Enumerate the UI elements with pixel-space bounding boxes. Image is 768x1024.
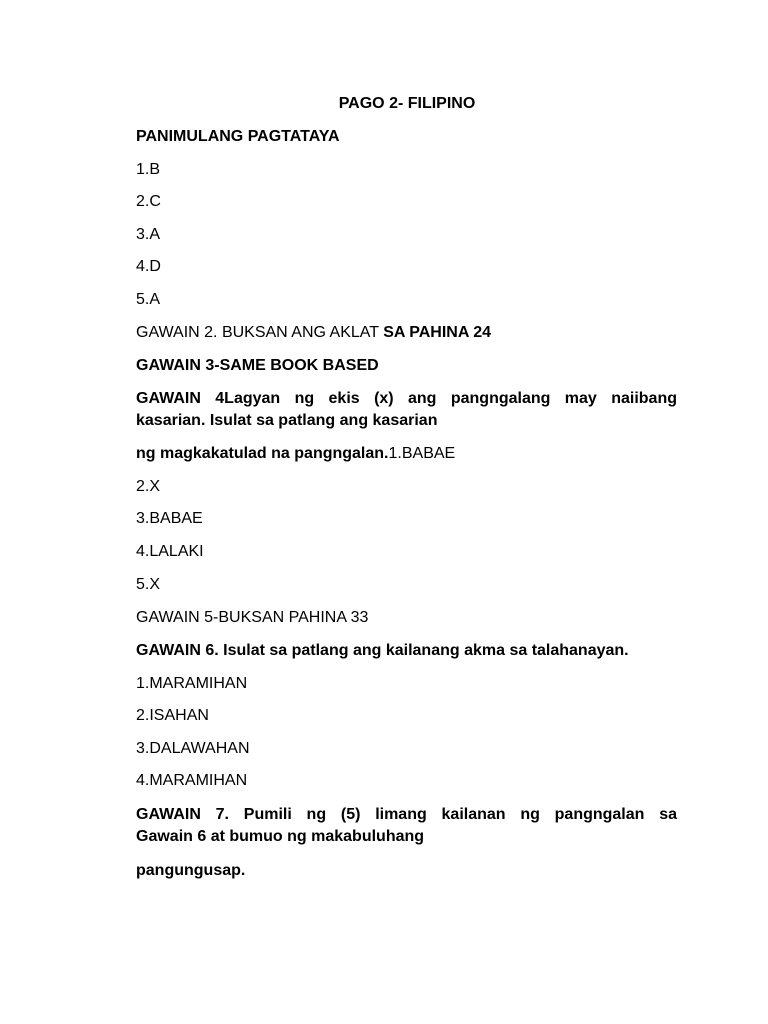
gawain3-heading: GAWAIN 3-SAME BOOK BASED xyxy=(136,357,379,374)
gawain5-line: GAWAIN 5-BUKSAN PAHINA 33 xyxy=(136,609,369,626)
gawain4-answer-3: 3.BABAE xyxy=(136,510,203,527)
gawain4-answer-1: 1.BABAE xyxy=(388,445,456,462)
gawain4-answer-5: 5.X xyxy=(136,576,161,593)
pretest-answer-2: 2.C xyxy=(136,193,161,210)
gawain4-line2: kasarian. Isulat sa patlang ang kasarian xyxy=(136,412,438,429)
gawain6-label: GAWAIN 6. xyxy=(136,642,224,659)
gawain4-answer-4: 4.LALAKI xyxy=(136,543,204,560)
gawain4-line3 xyxy=(136,444,677,464)
gawain4-line1: GAWAIN 4Lagyan ng ekis (x) ang pangngalang may naiibang xyxy=(136,390,677,407)
pretest-answer-3: 3.A xyxy=(136,226,161,243)
pretest-answer-5: 5.A xyxy=(136,291,161,308)
gawain6-line xyxy=(136,641,677,661)
gawain2-line xyxy=(136,323,677,343)
gawain6-answer-3: 3.DALAWAHAN xyxy=(136,740,250,757)
gawain7-line3: pangungusap. xyxy=(136,862,246,879)
document-title: PAGO 2- FILIPINO xyxy=(338,95,476,112)
gawain6-answer-2: 2.ISAHAN xyxy=(136,707,209,724)
gawain2-bold-text: SA PAHINA 24 xyxy=(383,324,492,341)
gawain4-answer-2: 2.X xyxy=(136,478,161,495)
pretest-answer-4: 4.D xyxy=(136,258,161,275)
gawain7-line1: GAWAIN 7. Pumili ng (5) limang kailanan ng pangngalan sa xyxy=(136,806,677,823)
gawain2-normal-text: GAWAIN 2. BUKSAN ANG AKLAT xyxy=(136,324,384,341)
pretest-answer-1: 1.B xyxy=(136,161,161,178)
gawain6-answer-1: 1.MARAMIHAN xyxy=(136,675,248,692)
gawain4-line3-bold: ng magkakatulad na pangngalan. xyxy=(136,445,389,462)
gawain7-line2: Gawain 6 at bumuo ng makabuluhang xyxy=(136,828,425,845)
section-heading: PANIMULANG PAGTATAYA xyxy=(136,128,340,145)
gawain6-answer-4: 4.MARAMIHAN xyxy=(136,772,248,789)
gawain6-text: Isulat sa patlang ang kailanang akma sa talahanayan. xyxy=(223,642,629,659)
